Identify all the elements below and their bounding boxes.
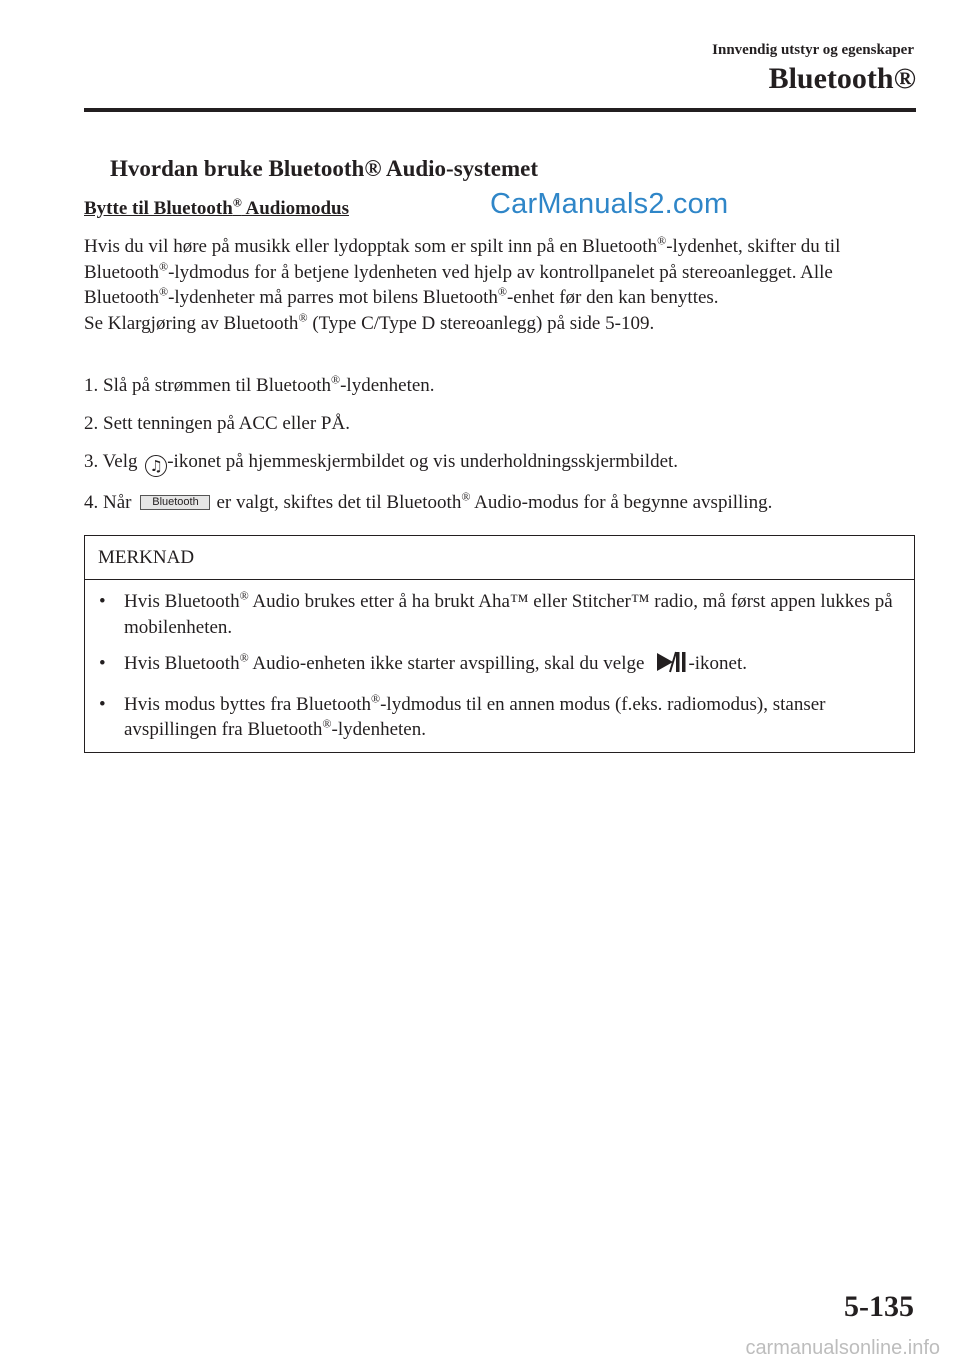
step-4-text: 4. Når: [84, 491, 132, 513]
note-list: [85, 580, 914, 743]
sub-heading-text-end: Audiomodus: [241, 198, 349, 219]
note-1-text: Hvis Bluetooth: [124, 591, 240, 612]
steps-list: [84, 373, 920, 528]
section-heading: Hvordan bruke Bluetooth® Audio-systemet: [110, 156, 539, 181]
registered-mark: ®: [657, 233, 667, 248]
registered-mark: ®: [239, 650, 249, 665]
music-icon: ♫: [145, 455, 167, 477]
watermark[interactable]: CarManuals2.com: [490, 188, 729, 220]
note-box: [84, 535, 915, 753]
step-4: [84, 490, 920, 516]
note-heading: MERKNAD: [85, 536, 914, 580]
note-1-text-end: Audio brukes etter å ha brukt Aha™ eller Stitcher™ radio, må først appen lukkes på mobilenheten.: [124, 591, 893, 638]
intro-text: [84, 234, 920, 336]
registered-mark: ®: [158, 284, 169, 299]
registered-mark: ®: [232, 195, 242, 210]
note-item-1: [99, 589, 900, 640]
bullet: •: [99, 693, 106, 715]
registered-mark: ®: [158, 259, 169, 274]
note-2-text-mid: Audio-enheten ikke starter avspilling, skal du velge: [248, 653, 645, 674]
intro-text-1: Hvis du vil høre på musikk eller lydopptak som er spilt inn på en Bluetooth: [84, 236, 658, 257]
registered-mark: ®: [298, 310, 308, 325]
note-2-text-end: -ikonet.: [688, 653, 748, 674]
play-pause-icon: [654, 651, 688, 681]
header-rule: [84, 108, 916, 112]
page-number: 5-135: [844, 1290, 914, 1323]
bullet: •: [99, 653, 106, 674]
registered-mark: ®: [330, 372, 341, 387]
registered-mark: ®: [497, 284, 507, 299]
intro-text-4: -lydenheter må parres mot bilens Bluetooth: [168, 287, 498, 308]
step-4-text-end: Audio-modus for å begynne avspilling.: [470, 491, 773, 513]
intro-text-5: -enhet før den kan benyttes.: [506, 287, 719, 308]
step-4-text-mid: er valgt, skiftes det til Bluetooth: [216, 491, 462, 513]
cross-reference-2: (Type C/Type D stereoanlegg) på side 5-109.: [307, 312, 655, 334]
step-3-text: 3. Velg: [84, 451, 138, 472]
note-3-text-end: -lydenheten.: [331, 719, 426, 740]
note-2-text: Hvis Bluetooth: [124, 653, 240, 674]
sub-heading-text: Bytte til Bluetooth: [84, 198, 233, 219]
registered-mark: ®: [370, 691, 381, 706]
registered-mark: ®: [461, 489, 471, 504]
note-item-2: [99, 651, 900, 681]
step-1: [84, 373, 920, 399]
step-1-text-end: -lydenheten.: [340, 375, 435, 396]
footer-watermark[interactable]: carmanualsonline.info: [745, 1337, 940, 1359]
intro-text-3: -lydmodus for å betjene lydenheten ved hjelp av kontrollpanelet på stereoanlegget. Alle Bluetooth: [84, 261, 833, 308]
note-3-text-mid: -lydmodus til en annen modus (f.eks. radiomodus), stanser avspillingen fra Bluetooth: [124, 693, 826, 740]
header-category: Innvendig utstyr og egenskaper: [712, 42, 914, 58]
step-3: [84, 449, 920, 477]
step-2: 2. Sett tenningen på ACC eller PÅ.: [84, 413, 350, 434]
intro-text-2: -lydenhet, skifter du til Bluetooth: [84, 236, 841, 283]
cross-reference-1: Se Klargjøring av Bluetooth: [84, 312, 299, 334]
header-title: Bluetooth®: [768, 62, 916, 95]
step-3-text-end: -ikonet på hjemmeskjermbildet og vis underholdningsskjermbildet.: [167, 451, 679, 472]
bluetooth-button: Bluetooth: [140, 495, 210, 510]
note-item-3: [99, 692, 900, 743]
registered-mark: ®: [322, 716, 332, 731]
step-1-text: 1. Slå på strømmen til Bluetooth: [84, 375, 331, 396]
registered-mark: ®: [239, 588, 249, 603]
note-3-text: Hvis modus byttes fra Bluetooth: [124, 693, 371, 715]
sub-heading: [84, 195, 349, 220]
bullet: •: [99, 591, 106, 612]
